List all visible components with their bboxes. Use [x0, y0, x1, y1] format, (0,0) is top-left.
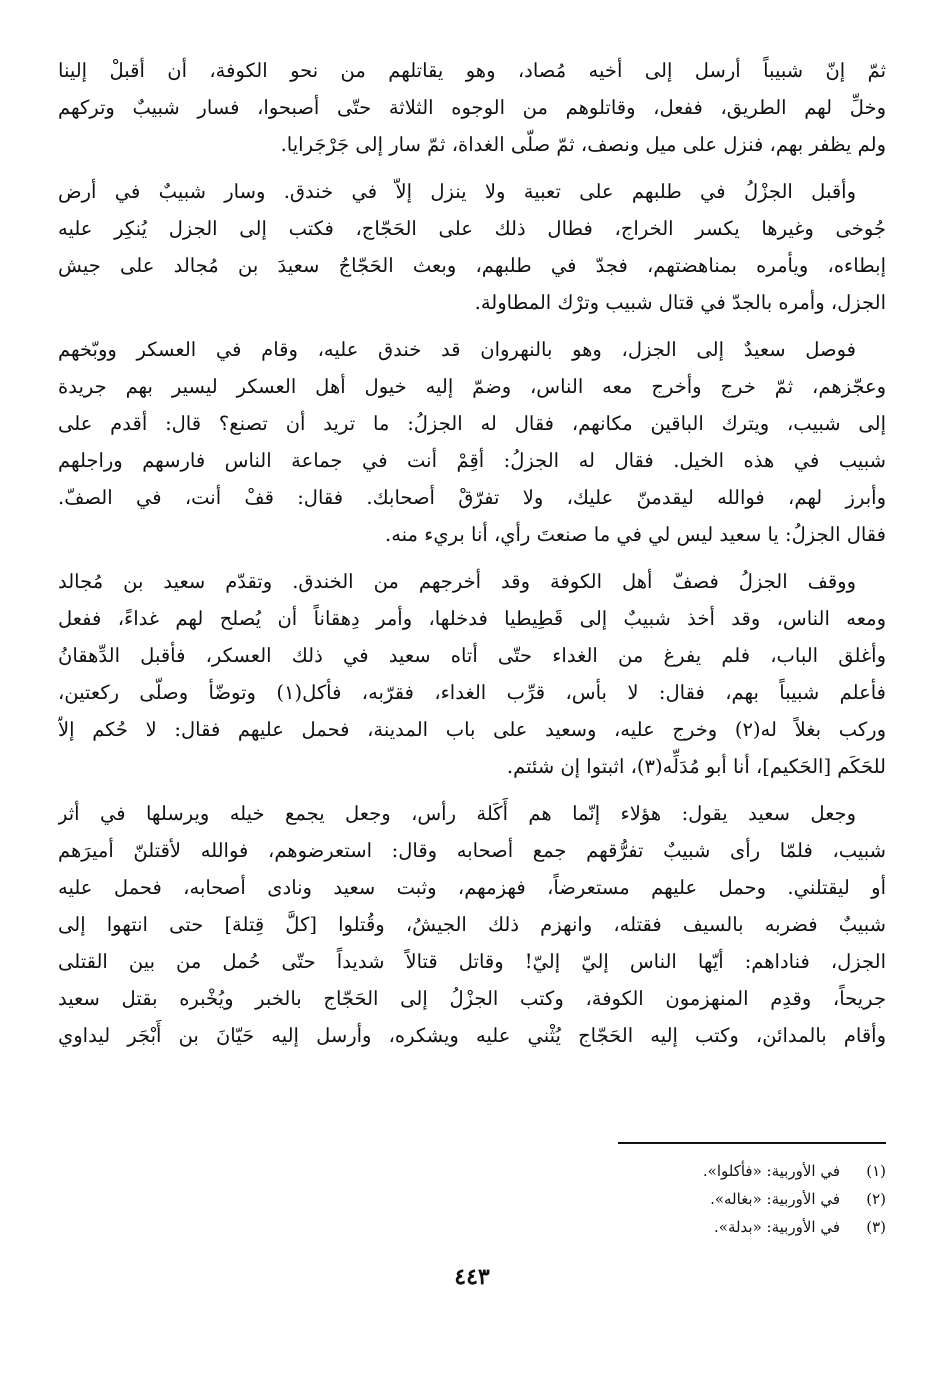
text-line: وأقبل الجزْلُ في طلبهم على تعبية ولا ينزل إلاّ في خندق. وسار شبيبٌ في أرض [58, 180, 856, 203]
text-line: ووقف الجزلُ فصفّ أهل الكوفة وقد أخرجهم من الخندق. وتقدّم سعيد بن مُجالد [58, 570, 856, 593]
text-line: ولم يظفر بهم، فنزل على ميل ونصف، ثمّ صلّى الغداة، ثمّ سار إلى جَرْجَرايا. [280, 133, 886, 156]
footnote-item [486, 1185, 886, 1213]
text-line: إبطاءه، ويأمره بمناهضتهم، فجدّ في طلبهم، وبعث الحَجّاجُ سعيدَ بن مُجالد على جيش [58, 254, 886, 277]
text-line: وخلِّ لهم الطريق، ففعل، وقاتلوهم من الوجوه الثلاثة حتّى أصبحوا، فسار شبيبٌ وتركهم [58, 96, 886, 119]
footnote-item [486, 1213, 886, 1241]
footnote-number: (٢) [866, 1190, 886, 1208]
footnote-item [486, 1157, 886, 1185]
paragraph-5 [58, 795, 886, 1054]
text-line: ومعه الناس، وقد أخذ شبيبٌ إلى قَطِيطيا فدخلها، وأمر دِهقاناً أن يُصلح لهم غداءً، ففعل [58, 607, 886, 630]
text-line: شبيب، فلمّا رأى شبيبٌ تفرُّقهم جمع أصحابه وقال: استعرضوهم، فوالله لأقتلنّ أميرَهم [58, 839, 886, 862]
text-line: وجعل سعيد يقول: هؤلاء إنّما هم أَكَلة رأس، وجعل يجمع خيله ويرسلها في أثر [58, 802, 856, 825]
paragraph-4 [58, 563, 886, 785]
text-line: وعجّزهم، ثمّ خرج وأخرج معه الناس، وضمّ إليه خيول أهل العسكر ليسير بهم جريدة [58, 375, 886, 398]
text-line: الجزل، وأمره بالجدّ في قتال شبيب وترْك المطاولة. [474, 291, 886, 314]
text-line: أو ليقتلني. وحمل عليهم مستعرضاً، فهزمهم، وثبت سعيد ونادى أصحابه، فحمل عليه [58, 876, 886, 899]
text-line: فوصل سعيدٌ إلى الجزل، وهو بالنهروان قد خندق عليه، وقام في العسكر ووبّخهم [58, 338, 856, 361]
text-line: للحَكَم [الحَكيم]، أنا أبو مُدَلِّه(٣)، اثبتوا إن شئتم. [506, 755, 886, 778]
paragraph-1 [58, 52, 886, 163]
paragraph-2 [58, 173, 886, 321]
text-line: ثمّ إنّ شبيباً أرسل إلى أخيه مُصاد، وهو يقاتلهم من نحو الكوفة، أن أقبلْ إلينا [58, 59, 886, 82]
footnotes [486, 1157, 886, 1241]
footnote-text: في الأوربية: «فأكلوا». [702, 1162, 840, 1180]
footnote-divider [618, 1142, 886, 1144]
text-line: شبيبٌ فضربه بالسيف فقتله، وانهزم ذلك الجيشُ، وقُتلوا [كلَّ قِتلة] حتى انتهوا إلى [58, 913, 886, 936]
text-line: وأغلق الباب، فلم يفرغ من الغداء حتّى أتاه سعيد في ذلك العسكر، فأقبل الدِّهقانُ [58, 644, 886, 667]
text-line: فأعلم شبيباً بهم، فقال: لا بأس، قرِّب الغداء، فقرّبه، فأكل(١) وتوضّأ وصلّى ركعتين، [58, 681, 886, 704]
text-line: وأبرز لهم، فوالله ليقدمنّ عليك، ولا تفرّقْ أصحابك. فقال: قفْ أنت، في الصفّ. [58, 486, 886, 509]
text-line: فقال الجزلُ: يا سعيد ليس لي في ما صنعتَ رأي، أنا بريء منه. [385, 523, 886, 546]
text-line: الجزل، فناداهم: أيّها الناس إليّ إليّ! وقاتل قتالاً شديداً حتّى حُمل من بين القتلى [58, 950, 886, 973]
footnote-text: في الأوربية: «بدلة». [714, 1218, 840, 1236]
text-line: وأقام بالمدائن، وكتب إليه الحَجّاج يُثْني عليه ويشكره، وأرسل إليه حَيّانَ بن أَبْجَر ليداوي [58, 1024, 886, 1047]
text-line: إلى شبيب، ويترك الباقين مكانهم، فقال له الجزلُ: ما تريد أن تصنع؟ قال: أقدم على [58, 412, 886, 435]
book-page [58, 52, 886, 1352]
text-line: جُوخى وغيرها يكسر الخراج، فطال ذلك على الحَجّاج، فكتب إلى الجزل يُنكِر عليه [58, 217, 886, 240]
footnote-number: (٣) [866, 1218, 886, 1236]
text-line: وركب بغلاً له(٢) وخرج عليه، وسعيد على باب المدينة، فحمل عليهم فقال: لا حُكم إلاّ [58, 718, 886, 741]
footnote-text: في الأوربية: «بغاله». [710, 1190, 840, 1208]
text-line: جريحاً، وقدِم المنهزمون الكوفة، وكتب الجزْلُ إلى الحَجّاج بالخبر ويُخْبره بقتل سعيد [58, 987, 886, 1010]
text-line: شبيب في هذه الخيل. فقال له الجزلُ: أقِمْ أنت في جماعة الناس فارسهم وراجلهم [58, 449, 886, 472]
paragraph-3 [58, 331, 886, 553]
page-number: ٤٤٣ [454, 1264, 490, 1290]
footnote-number: (١) [866, 1162, 886, 1180]
